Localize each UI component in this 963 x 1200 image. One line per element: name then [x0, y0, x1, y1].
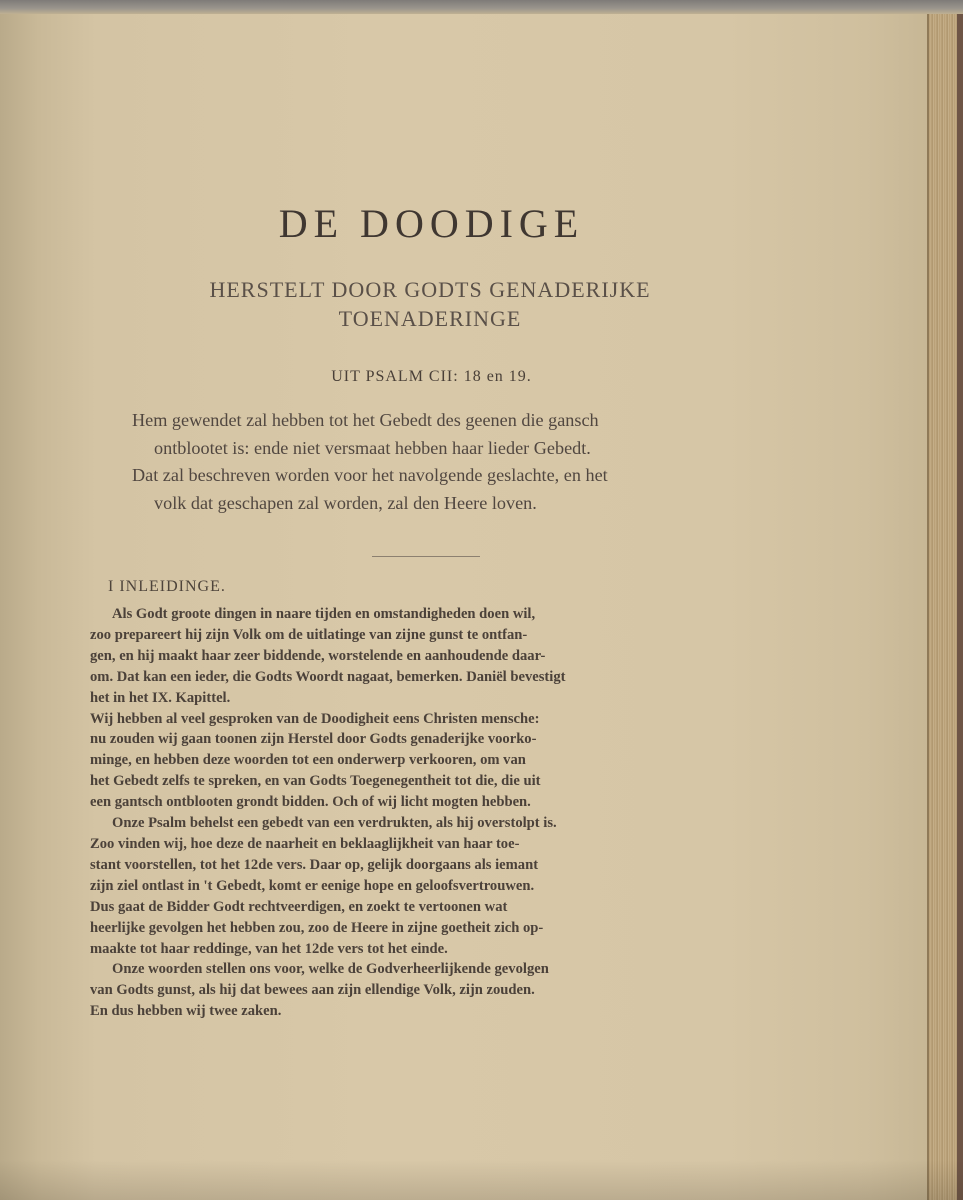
bottom-shadow [0, 1160, 963, 1200]
book-cover-edge [957, 14, 963, 1200]
subtitle [180, 275, 680, 333]
body-line: het in het IX. Kapittel. [90, 689, 231, 706]
quote-line: Hem gewendet zal hebben tot het Gebedt des geenen die gansch [132, 410, 599, 430]
body-line: gen, en hij maakt haar zeer biddende, worstelende en aanhoudende daar- [90, 647, 546, 664]
body-line: Zoo vinden wij, hoe deze de naarheit en beklaaglijkheit van haar toe- [90, 835, 520, 852]
body-line: En dus hebben wij twee zaken. [90, 1003, 282, 1020]
body-line: stant voorstellen, tot het 12de vers. Daar op, gelijk doorgaans als iemant [90, 856, 539, 873]
page-title: DE DOODIGE [278, 201, 585, 246]
body-line: heerlijke gevolgen het hebben zou, zoo de Heere in zijne goetheit zich op- [90, 919, 544, 936]
subtitle-line-2: TOENADERINGE [338, 306, 522, 331]
body-line: Wij hebben al veel gesproken van de Doodigheit eens Christen mensche: [90, 710, 540, 727]
body-text [90, 604, 760, 1022]
body-line: Onze woorden stellen ons voor, welke de Godverheerlijkende gevolgen [112, 961, 549, 978]
quote-line: volk dat geschapen zal worden, zal den Heere loven. [154, 492, 537, 513]
top-edge [0, 0, 963, 14]
body-line: het Gebedt zelfs te spreken, en van Godts Toegenegentheit tot die, die uit [90, 773, 541, 790]
body-line: van Godts gunst, als hij dat bewees aan zijn ellendige Volk, zijn zouden. [90, 982, 535, 999]
body-line: om. Dat kan een ieder, die Godts Woordt nagaat, bemerken. Daniël bevestigt [90, 668, 566, 685]
scripture-reference: UIT PSALM CII: 18 en 19. [331, 368, 532, 385]
body-line: maakte tot haar reddinge, van het 12de vers tot het einde. [90, 940, 448, 957]
subtitle-line-1: HERSTELT DOOR GODTS GENADERIJKE [209, 277, 651, 302]
body-line: een gantsch ontblooten grondt bidden. Och of wij licht mogten hebben. [90, 794, 531, 811]
body-line: Onze Psalm behelst een gebedt van een verdrukten, als hij overstolpt is. [112, 815, 557, 832]
body-line: zoo prepareert hij zijn Volk om de uitlatinge van zijne gunst te ontfan- [90, 626, 528, 643]
quote-line: Dat zal beschreven worden voor het navolgende geslachte, en het [132, 465, 608, 485]
body-line: zijn ziel ontlast in 't Gebedt, komt er eenige hope en geloofsvertrouwen. [90, 877, 535, 894]
divider-rule [372, 556, 480, 557]
scripture-quote [132, 407, 764, 517]
body-line: minge, en hebben deze woorden tot een onderwerp verkooren, om van [90, 752, 526, 769]
body-line: nu zouden wij gaan toonen zijn Herstel door Godts genaderijke voorko- [90, 731, 537, 748]
section-heading: I INLEIDINGE. [108, 578, 226, 595]
quote-line: ontblootet is: ende niet versmaat hebben haar lieder Gebedt. [154, 437, 591, 458]
body-line: Dus gaat de Bidder Godt rechtveerdigen, en zoekt te vertoonen wat [90, 898, 508, 915]
body-line: Als Godt groote dingen in naare tijden en omstandigheden doen wil, [112, 606, 536, 622]
